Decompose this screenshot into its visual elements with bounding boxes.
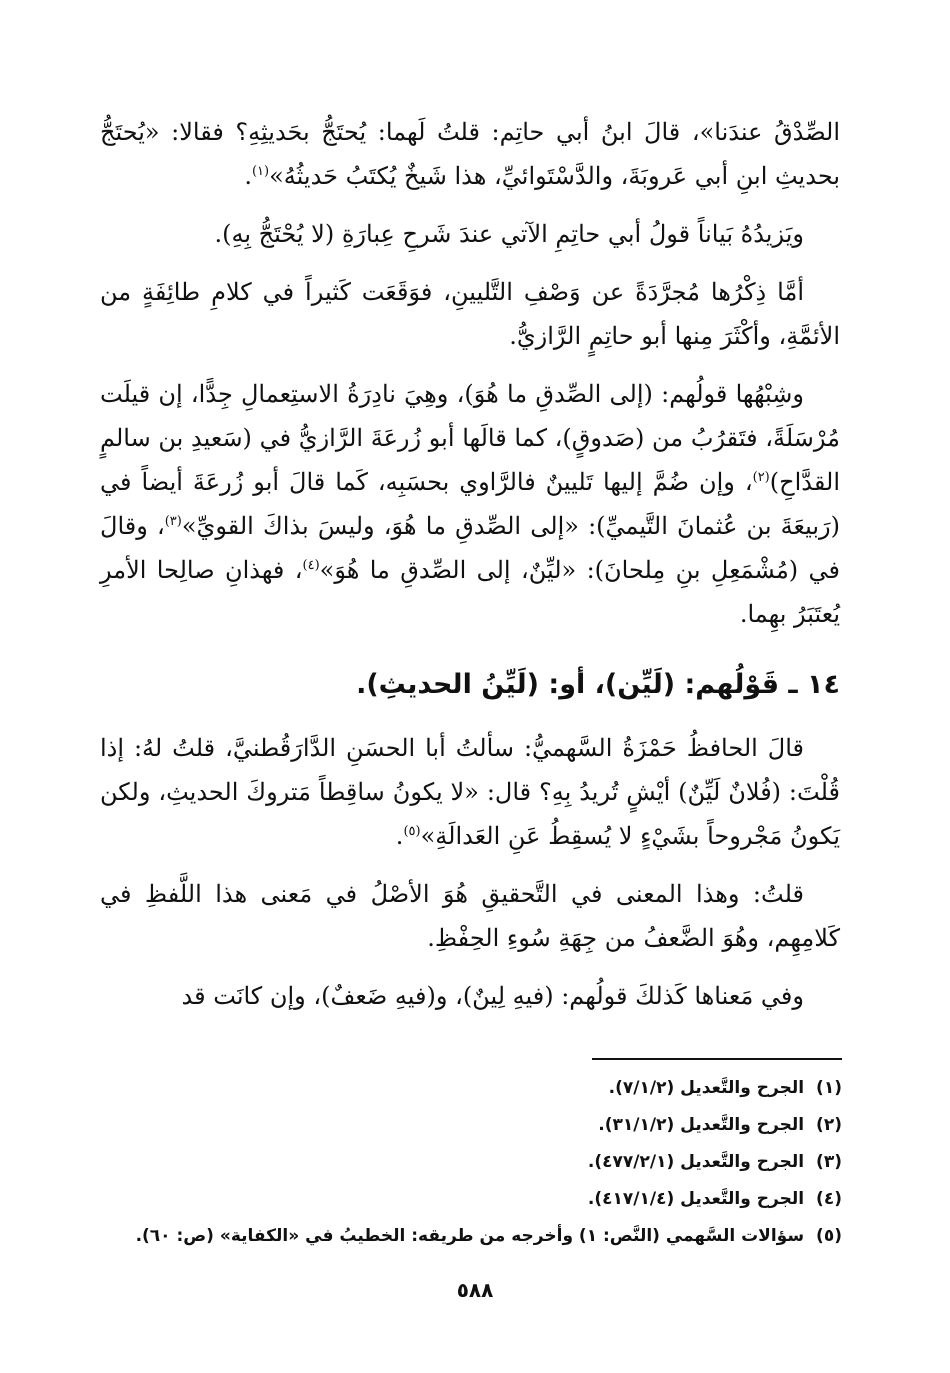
footnote-divider bbox=[592, 1058, 842, 1060]
paragraph-2-text: ويَزيدُهُ بَياناً قولُ أبي حاتِمِ الآتي عندَ شَرحِ عِبارَةِ (لا يُحْتَجُّ بِهِ). bbox=[214, 220, 804, 248]
page-body bbox=[100, 110, 840, 1032]
paragraph-4-seg-1: وشِبْهُها قولُهم: (إلى الصِّدقِ ما هُوَ)، وهِيَ نادِرَةُ الاستِعمالِ جِدًّا، إن قيلَت مُرْسَلَةً، فتَقرُبُ من (صَدوقٍ)، كما قالَها أبو زُرعَةَ الرَّازيُّ في (سَعيدِ بن سالمٍ القدَّاحِ) bbox=[100, 380, 840, 496]
footnote-ref-3[interactable]: (٣) bbox=[164, 514, 182, 529]
footnote-number: (٥) bbox=[816, 1226, 842, 1246]
footnote-ref-4[interactable]: (٤) bbox=[302, 558, 320, 573]
paragraph-7-text: وفي مَعناها كَذلكَ قولُهم: (فيهِ لِينٌ)، و(فيهِ ضَعفٌ)، وإن كانَت قد bbox=[181, 982, 804, 1010]
footnote-item bbox=[102, 1070, 842, 1107]
section-heading: ١٤ ـ قَوْلُهم: (لَيِّن)، أو: (لَيِّنُ الحديثِ). bbox=[356, 669, 840, 700]
footnote-text: الجرح والتَّعديل (٧/١/٢). bbox=[608, 1078, 805, 1098]
footnote-item bbox=[102, 1107, 842, 1144]
footnote-ref-5[interactable]: (٥) bbox=[403, 824, 421, 839]
footnote-ref-1[interactable]: (١) bbox=[251, 164, 270, 179]
footnote-number: (٣) bbox=[816, 1152, 842, 1172]
paragraph-6 bbox=[100, 872, 840, 960]
paragraph-1-text: الصِّدْقُ عندَنا»، قالَ ابنُ أبي حاتِم: قلتُ لَهما: يُحتَجُّ بحَديثِهِ؟ فقالا: «يُحتَجُّ بحديثِ ابنِ أبي عَروبَةَ، والدَّسْتَوائيِّ، هذا شَيخٌ يُكتَبُ حَديثُهُ» bbox=[100, 118, 840, 190]
footnote-item bbox=[102, 1218, 842, 1255]
footnote-text: الجرح والتَّعديل (٣١/١/٢). bbox=[598, 1115, 805, 1135]
paragraph-1 bbox=[100, 110, 840, 198]
footnote-number: (٤) bbox=[816, 1189, 842, 1209]
paragraph-3 bbox=[100, 270, 840, 358]
footnotes-list bbox=[102, 1070, 842, 1255]
footnote-ref-2[interactable]: (٢) bbox=[752, 470, 770, 485]
paragraph-2 bbox=[100, 212, 840, 256]
paragraph-5 bbox=[100, 726, 840, 858]
page-number: ٥٨٨ bbox=[456, 1278, 494, 1302]
paragraph-6-text: قلتُ: وهذا المعنى في التَّحقيقِ هُوَ الأصْلُ في مَعنى هذا اللَّفظِ في كَلامِهِم، وهُوَ الضَّعفُ من جِهَةِ سُوءِ الحِفْظِ. bbox=[100, 880, 840, 952]
footnote-text: سؤالات السَّهمي (النَّص: ١) وأخرجه من طريقه: الخطيبُ في «الكفاية» (ص: ٦٠). bbox=[135, 1226, 805, 1246]
paragraph-4-seg-4: ، فهذانِ صالِحا الأمرِ يُعتَبَرُ بهِما. bbox=[100, 556, 840, 628]
footnote-number: (٢) bbox=[816, 1115, 842, 1135]
paragraph-5-tail: . bbox=[395, 822, 404, 850]
footnote-text: الجرح والتَّعديل (٤٧٧/٢/١). bbox=[587, 1152, 805, 1172]
paragraph-4-seg-3: ، وقالَ في (مُشْمَعِلِ بنِ مِلحانَ): «ليِّنٌ، إلى الصِّدقِ ما هُوَ» bbox=[100, 512, 840, 584]
footnote-item bbox=[102, 1181, 842, 1218]
footnote-text: الجرح والتَّعديل (٤١٧/١/٤). bbox=[587, 1189, 805, 1209]
paragraph-3-text: أمَّا ذِكْرُها مُجرَّدَةً عن وَصْفِ التَّليينِ، فوَقَعَت كَثيراً في كلامِ طائِفَةٍ من الأئمَّةِ، وأكْثَرَ مِنها أبو حاتِمٍ الرَّازيُّ. bbox=[100, 278, 840, 350]
paragraph-1-tail: . bbox=[244, 162, 252, 190]
paragraph-4-seg-2: ، وإن ضُمَّ إليها تَليينٌ فالرَّاوي بحسَبِه، كَما قالَ أبو زُرعَةَ أيضاً في (رَبيعَةَ بن عُثمانَ التَّيميِّ): «إلى الصِّدقِ ما هُوَ، وليسَ بذاكَ القويِّ» bbox=[100, 468, 840, 540]
paragraph-4 bbox=[100, 372, 840, 636]
paragraph-7 bbox=[100, 974, 840, 1018]
footnote-item bbox=[102, 1144, 842, 1181]
paragraph-5-text: قالَ الحافظُ حَمْزَةُ السَّهميُّ: سألتُ أبا الحسَنِ الدَّارَقُطنيَّ، قلتُ لهُ: إذا قُلْتَ: (فُلانٌ لَيِّنٌ) أيْشٍ تُريدُ بِهِ؟ قال: «لا يكونُ ساقِطاً مَتروكَ الحديثِ، ولكن يَكونُ مَجْروحاً بشَيْءٍ لا يُسقِطُ عَنِ العَدالَةِ» bbox=[100, 734, 840, 850]
footnote-number: (١) bbox=[816, 1078, 842, 1098]
